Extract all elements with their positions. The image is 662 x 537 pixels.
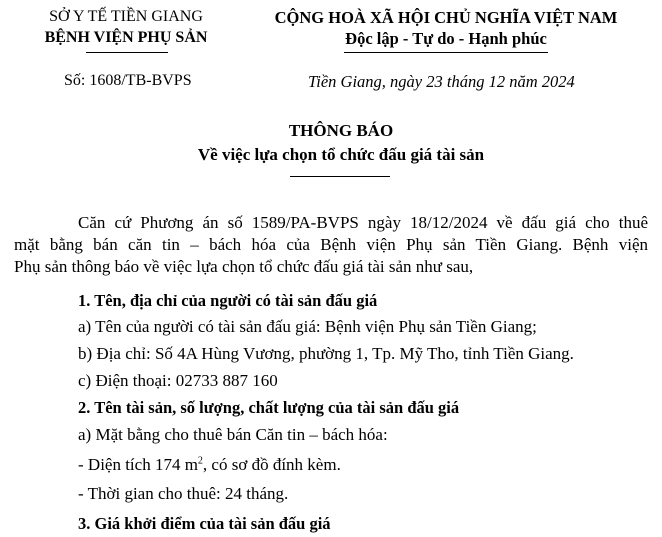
area-unit-superscript: 2 [197, 455, 203, 467]
intro-paragraph [14, 212, 648, 278]
area-prefix: - Diện tích 174 m [78, 455, 198, 474]
intro-line: Căn cứ Phương án số 1589/PA-BVPS ngày 18/12/2024 về đấu giá cho thuê [78, 213, 648, 232]
intro-line: Phụ sản thông báo về việc lựa chọn tổ chức đấu giá tài sản như sau, [14, 257, 474, 276]
section-1-address: b) Địa chỉ: Số 4A Hùng Vương, phường 1, Tp. Mỹ Tho, tỉnh Tiền Giang. [78, 344, 574, 363]
place-and-date: Tiền Giang, ngày 23 tháng 12 năm 2024 [308, 72, 575, 91]
national-motto: Độc lập - Tự do - Hạnh phúc [345, 29, 547, 48]
document-title: THÔNG BÁO [288, 121, 394, 140]
section-1-heading: 1. Tên, địa chỉ của người có tài sản đấu giá [78, 291, 378, 310]
motto-underline [344, 52, 548, 53]
hospital-underline [86, 52, 168, 53]
section-2-lease-term: - Thời gian cho thuê: 24 tháng. [78, 484, 289, 503]
section-3-heading: 3. Giá khởi điểm của tài sản đấu giá [78, 514, 331, 533]
section-1-owner-name: a) Tên của người có tài sản đấu giá: Bệnh viện Phụ sản Tiền Giang; [78, 317, 537, 336]
agency-name: SỞ Y TẾ TIỀN GIANG [49, 8, 203, 25]
section-2-area [78, 455, 341, 475]
document-number: Số: 1608/TB-BVPS [64, 72, 192, 89]
section-2-premises: a) Mặt bằng cho thuê bán Căn tin – bách hóa: [78, 425, 388, 444]
section-2-heading: 2. Tên tài sản, số lượng, chất lượng của tài sản đấu giá [78, 398, 460, 417]
section-1-phone: c) Điện thoại: 02733 887 160 [78, 371, 278, 390]
hospital-name: BỆNH VIỆN PHỤ SẢN [44, 29, 208, 46]
area-suffix: , có sơ đồ đính kèm. [202, 455, 341, 474]
country-name: CỘNG HOÀ XÃ HỘI CHỦ NGHĨA VIỆT NAM [274, 8, 618, 27]
intro-line: mặt bằng bán căn tin – bách hóa của Bệnh viện Phụ sản Tiền Giang. Bệnh viện [14, 235, 648, 254]
document-subject: Về việc lựa chọn tổ chức đấu giá tài sản [197, 145, 485, 164]
title-underline [290, 176, 390, 177]
